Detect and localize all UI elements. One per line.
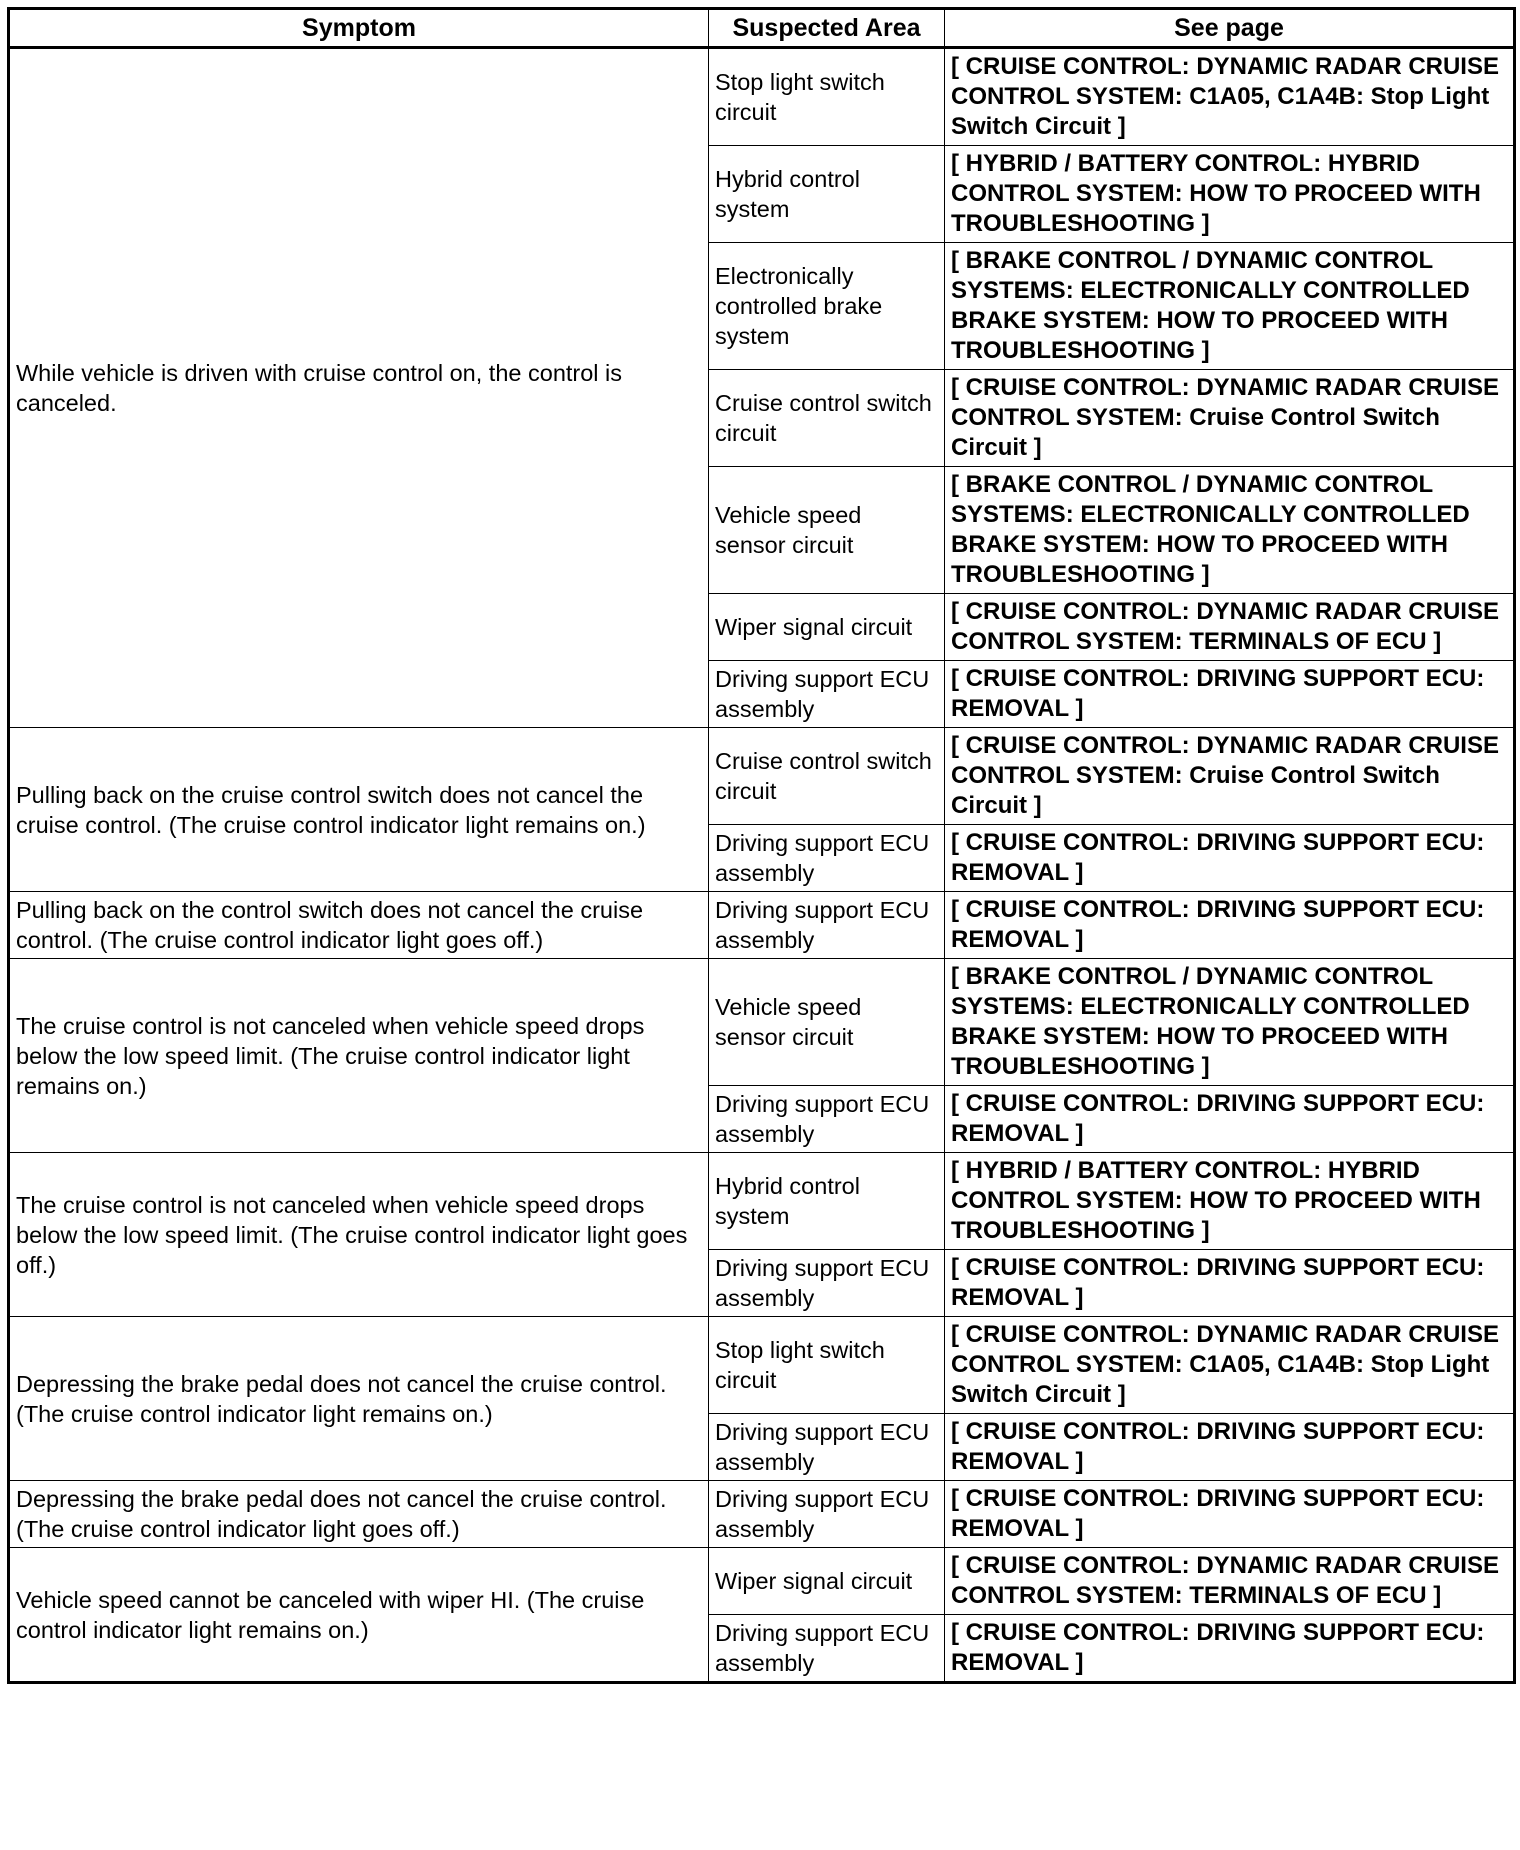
see-page-reference: [ BRAKE CONTROL / DYNAMIC CONTROL SYSTEMS: ELECTRONICALLY CONTROLLED BRAKE SYSTEM: HOW TO PROCEED WITH TROUBLESHOOTING ] [945,243,1515,370]
see-page-reference: [ BRAKE CONTROL / DYNAMIC CONTROL SYSTEMS: ELECTRONICALLY CONTROLLED BRAKE SYSTEM: HOW TO PROCEED WITH TROUBLESHOOTING ] [945,467,1515,594]
suspected-area-cell: Driving support ECU assembly [709,661,945,728]
suspected-area-cell: Driving support ECU assembly [709,1481,945,1548]
suspected-area-cell: Vehicle speed sensor circuit [709,959,945,1086]
suspected-area-cell: Driving support ECU assembly [709,1086,945,1153]
table-row [9,1548,1515,1615]
see-page-reference: [ CRUISE CONTROL: DRIVING SUPPORT ECU: REMOVAL ] [945,825,1515,892]
symptom-cell: Depressing the brake pedal does not cancel the cruise control. (The cruise control indicator light remains on.) [9,1317,709,1481]
suspected-area-cell: Cruise control switch circuit [709,370,945,467]
symptom-cell: Pulling back on the control switch does not cancel the cruise control. (The cruise control indicator light goes off.) [9,892,709,959]
header-see-page: See page [945,9,1515,48]
suspected-area-cell: Driving support ECU assembly [709,825,945,892]
see-page-reference: [ CRUISE CONTROL: DRIVING SUPPORT ECU: REMOVAL ] [945,1481,1515,1548]
suspected-area-cell: Cruise control switch circuit [709,728,945,825]
see-page-reference: [ BRAKE CONTROL / DYNAMIC CONTROL SYSTEMS: ELECTRONICALLY CONTROLLED BRAKE SYSTEM: HOW TO PROCEED WITH TROUBLESHOOTING ] [945,959,1515,1086]
table-row [9,728,1515,825]
table-row [9,1481,1515,1548]
symptom-cell: The cruise control is not canceled when vehicle speed drops below the low speed limit. (The cruise control indicator light remains on.) [9,959,709,1153]
suspected-area-cell: Vehicle speed sensor circuit [709,467,945,594]
suspected-area-cell: Driving support ECU assembly [709,1615,945,1683]
symptom-cell: Depressing the brake pedal does not cancel the cruise control. (The cruise control indicator light goes off.) [9,1481,709,1548]
suspected-area-cell: Hybrid control system [709,146,945,243]
suspected-area-cell: Electronically controlled brake system [709,243,945,370]
suspected-area-cell: Wiper signal circuit [709,1548,945,1615]
table-row [9,1153,1515,1250]
header-suspected-area: Suspected Area [709,9,945,48]
suspected-area-cell: Driving support ECU assembly [709,1250,945,1317]
suspected-area-cell: Wiper signal circuit [709,594,945,661]
see-page-reference: [ CRUISE CONTROL: DRIVING SUPPORT ECU: REMOVAL ] [945,1615,1515,1683]
symptom-cell: Pulling back on the cruise control switch does not cancel the cruise control. (The cruise control indicator light remains on.) [9,728,709,892]
symptom-cell: While vehicle is driven with cruise control on, the control is canceled. [9,48,709,728]
see-page-reference: [ HYBRID / BATTERY CONTROL: HYBRID CONTROL SYSTEM: HOW TO PROCEED WITH TROUBLESHOOTING ] [945,146,1515,243]
header-row [9,9,1515,48]
see-page-reference: [ CRUISE CONTROL: DYNAMIC RADAR CRUISE CONTROL SYSTEM: TERMINALS OF ECU ] [945,1548,1515,1615]
see-page-reference: [ CRUISE CONTROL: DYNAMIC RADAR CRUISE CONTROL SYSTEM: C1A05, C1A4B: Stop Light Switch Circuit ] [945,48,1515,146]
troubleshooting-table [7,7,1516,1684]
symptom-cell: Vehicle speed cannot be canceled with wiper HI. (The cruise control indicator light remains on.) [9,1548,709,1683]
see-page-reference: [ CRUISE CONTROL: DYNAMIC RADAR CRUISE CONTROL SYSTEM: TERMINALS OF ECU ] [945,594,1515,661]
see-page-reference: [ CRUISE CONTROL: DRIVING SUPPORT ECU: REMOVAL ] [945,1250,1515,1317]
suspected-area-cell: Driving support ECU assembly [709,892,945,959]
table-row [9,1317,1515,1414]
suspected-area-cell: Driving support ECU assembly [709,1414,945,1481]
table-row [9,48,1515,146]
see-page-reference: [ HYBRID / BATTERY CONTROL: HYBRID CONTROL SYSTEM: HOW TO PROCEED WITH TROUBLESHOOTING ] [945,1153,1515,1250]
see-page-reference: [ CRUISE CONTROL: DYNAMIC RADAR CRUISE CONTROL SYSTEM: Cruise Control Switch Circuit ] [945,370,1515,467]
see-page-reference: [ CRUISE CONTROL: DYNAMIC RADAR CRUISE CONTROL SYSTEM: Cruise Control Switch Circuit ] [945,728,1515,825]
see-page-reference: [ CRUISE CONTROL: DRIVING SUPPORT ECU: REMOVAL ] [945,661,1515,728]
see-page-reference: [ CRUISE CONTROL: DRIVING SUPPORT ECU: REMOVAL ] [945,1086,1515,1153]
table-body [9,48,1515,1683]
suspected-area-cell: Stop light switch circuit [709,1317,945,1414]
table-row [9,959,1515,1086]
suspected-area-cell: Hybrid control system [709,1153,945,1250]
see-page-reference: [ CRUISE CONTROL: DRIVING SUPPORT ECU: REMOVAL ] [945,892,1515,959]
suspected-area-cell: Stop light switch circuit [709,48,945,146]
header-symptom: Symptom [9,9,709,48]
see-page-reference: [ CRUISE CONTROL: DYNAMIC RADAR CRUISE CONTROL SYSTEM: C1A05, C1A4B: Stop Light Switch Circuit ] [945,1317,1515,1414]
see-page-reference: [ CRUISE CONTROL: DRIVING SUPPORT ECU: REMOVAL ] [945,1414,1515,1481]
table-header [9,9,1515,48]
table-row [9,892,1515,959]
symptom-cell: The cruise control is not canceled when vehicle speed drops below the low speed limit. (The cruise control indicator light goes off.) [9,1153,709,1317]
